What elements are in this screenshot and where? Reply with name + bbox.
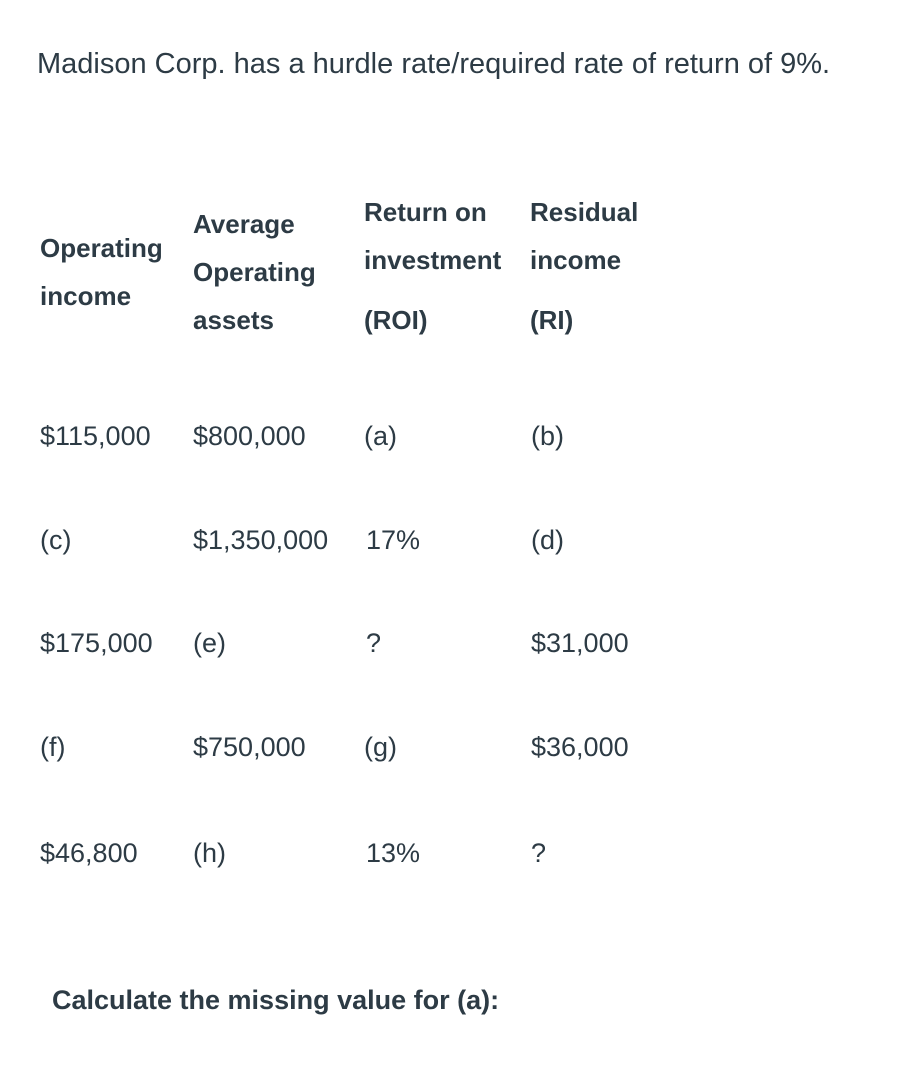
header-roi-line1: Return on	[364, 197, 487, 227]
row2-operating-income: (c)	[40, 525, 72, 555]
header-ri-line3: (RI)	[530, 305, 574, 335]
header-operating-income-line2: income	[40, 281, 132, 311]
row3-roi: ?	[366, 628, 382, 658]
row2-avg-assets: $1,350,000	[193, 525, 329, 555]
header-avg-operating-assets-line1: Average	[193, 209, 295, 239]
row2-ri: (d)	[531, 525, 564, 555]
row3-ri: $31,000	[531, 628, 629, 658]
header-ri	[530, 188, 638, 344]
row5-operating-income: $46,800	[40, 838, 138, 868]
row1-roi: (a)	[364, 421, 397, 451]
row1-operating-income: $115,000	[40, 421, 151, 451]
header-ri-line1: Residual	[530, 197, 639, 227]
row2-roi: 17%	[366, 525, 421, 555]
header-avg-operating-assets-line2: Operating	[193, 257, 316, 287]
row4-avg-assets: $750,000	[193, 732, 306, 762]
header-roi-line3: (ROI)	[364, 305, 428, 335]
row5-avg-assets: (h)	[193, 838, 226, 868]
row5-ri: ?	[531, 838, 547, 868]
row1-ri: (b)	[531, 421, 564, 451]
row4-ri: $36,000	[531, 732, 629, 762]
row3-operating-income: $175,000	[40, 628, 153, 658]
header-operating-income	[40, 224, 163, 320]
row4-roi: (g)	[364, 732, 397, 762]
intro-text: Madison Corp. has a hurdle rate/required rate of return of 9%.	[37, 48, 831, 80]
row1-avg-assets: $800,000	[193, 421, 306, 451]
row3-avg-assets: (e)	[193, 628, 226, 658]
row5-roi: 13%	[366, 838, 421, 868]
header-operating-income-line1: Operating	[40, 233, 163, 263]
header-roi	[364, 188, 501, 344]
row4-operating-income: (f)	[40, 732, 66, 762]
header-roi-line2: investment	[364, 245, 502, 275]
header-avg-operating-assets	[193, 200, 316, 344]
header-avg-operating-assets-line3: assets	[193, 305, 274, 335]
question-text: Calculate the missing value for (a):	[52, 985, 500, 1015]
header-ri-line2: income	[530, 245, 622, 275]
